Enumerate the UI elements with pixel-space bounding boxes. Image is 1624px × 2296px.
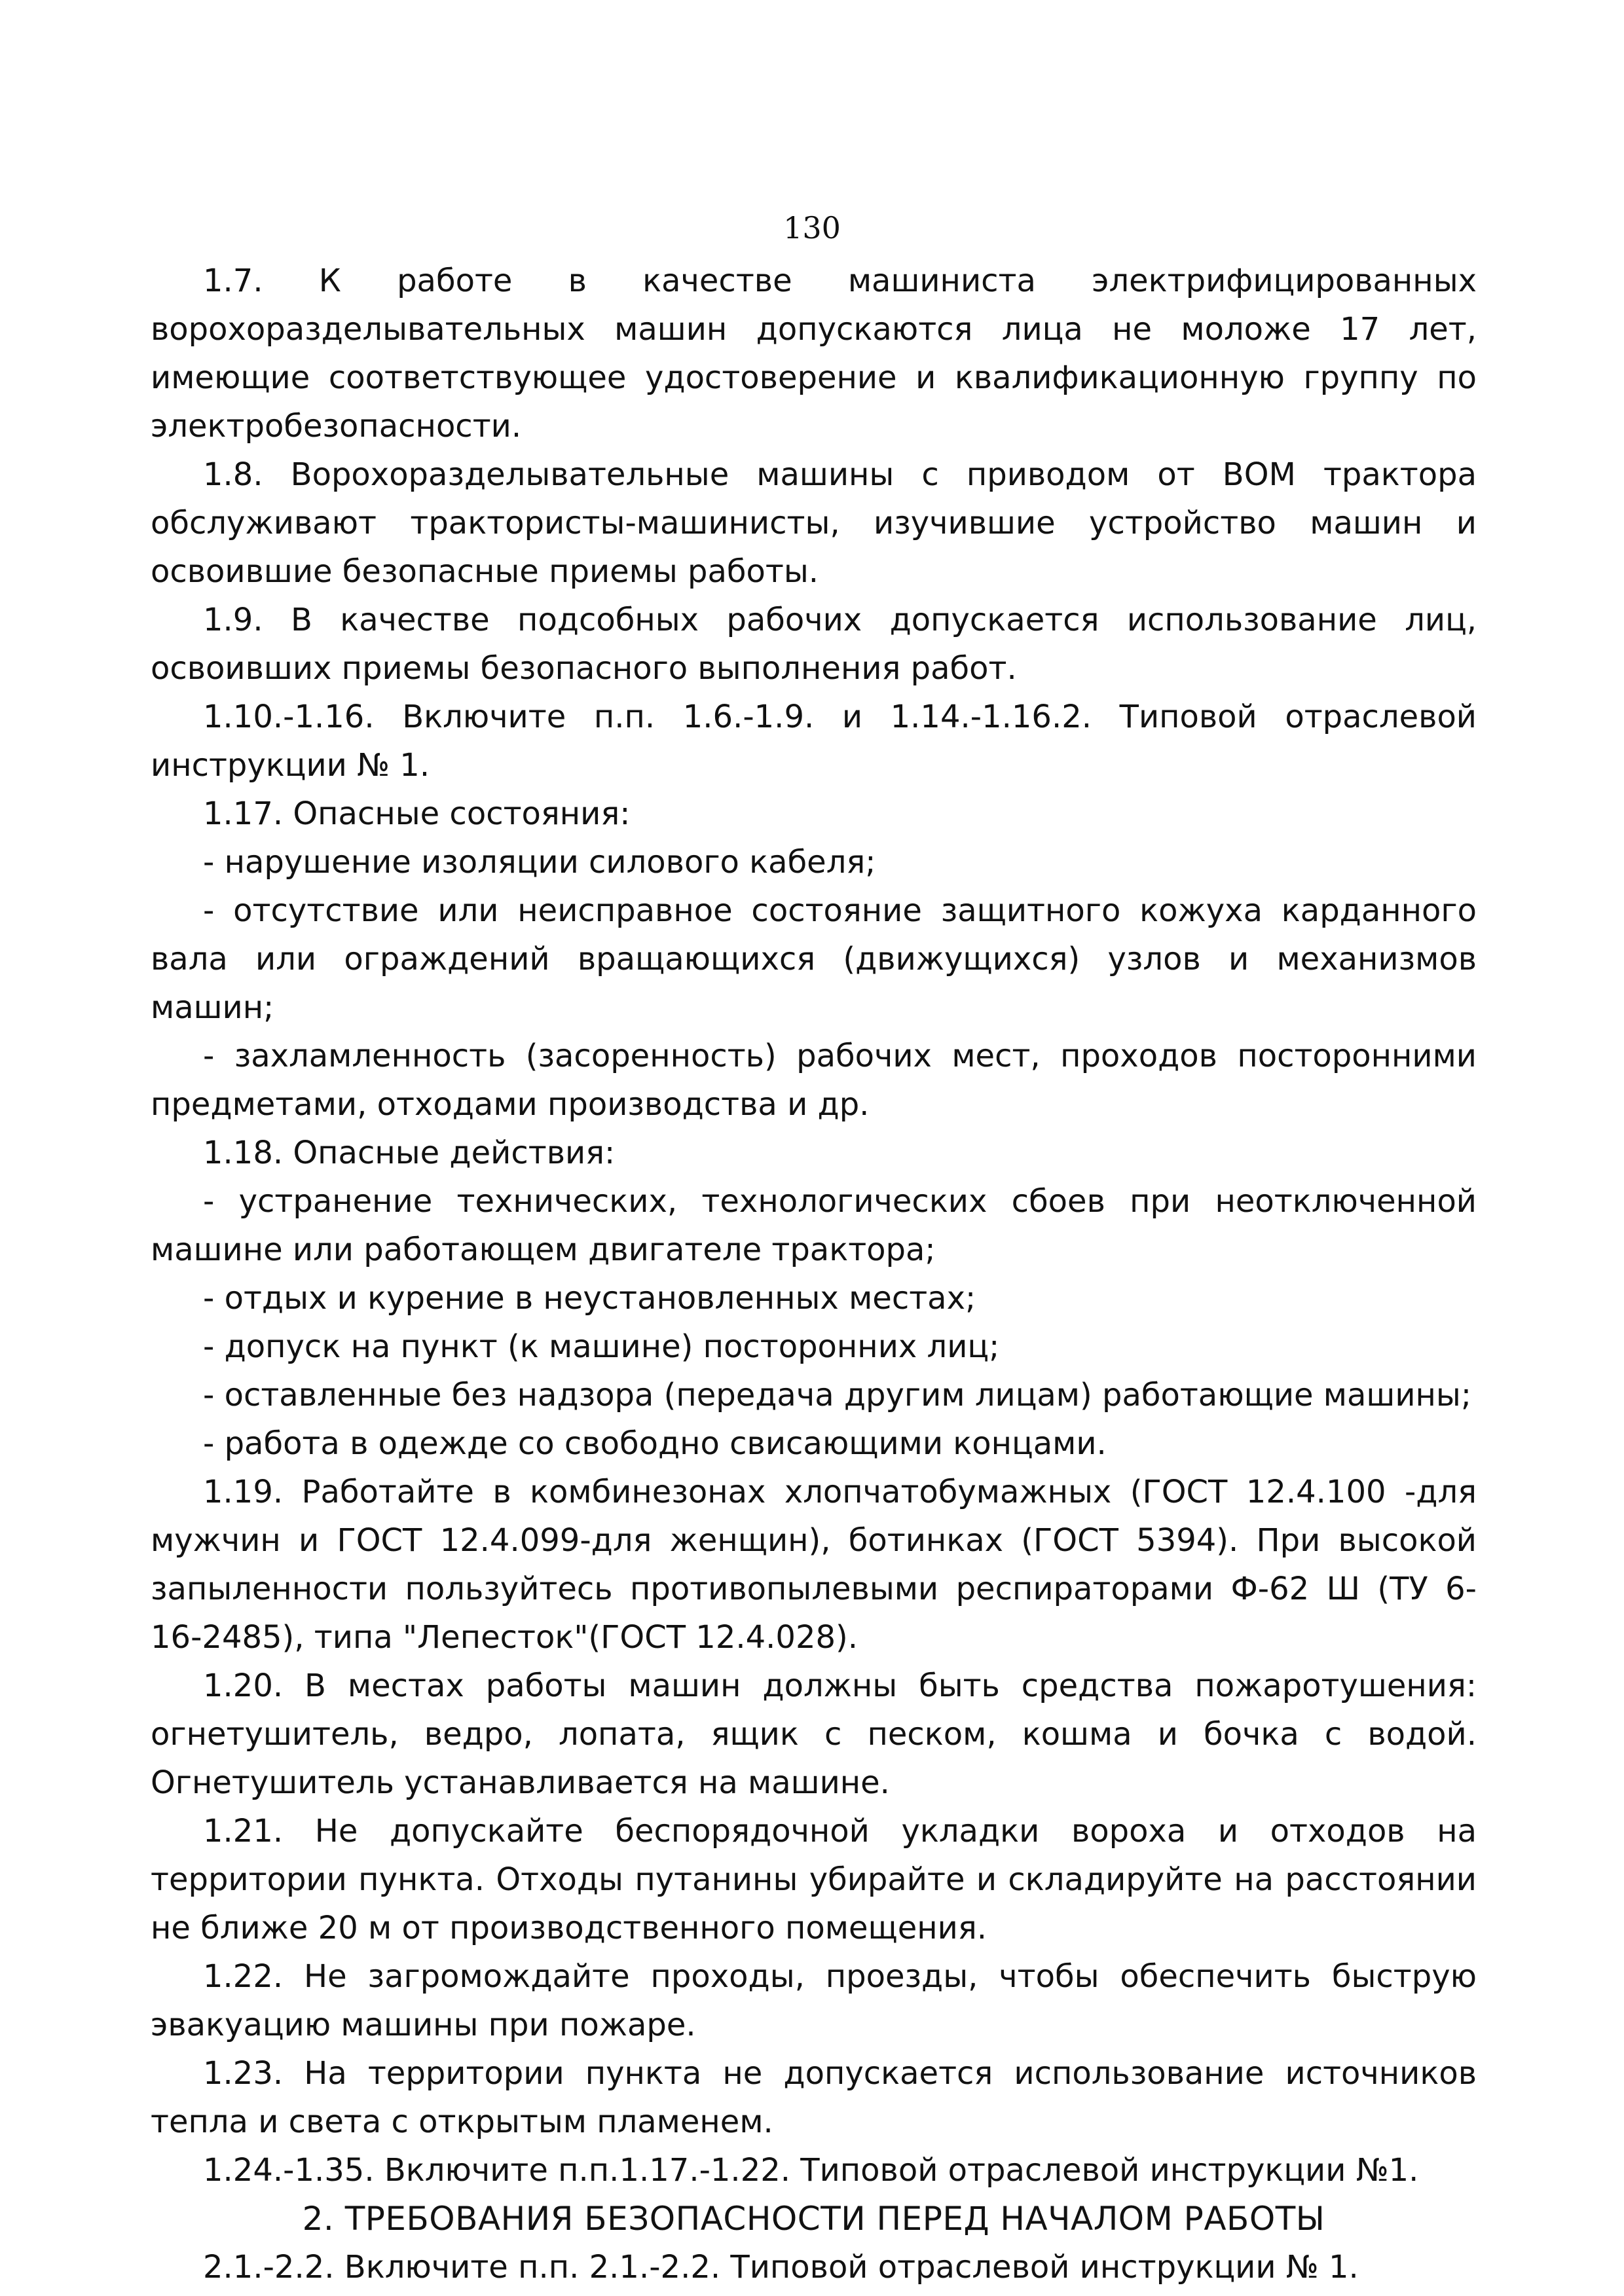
paragraph-1-17-title: 1.17. Опасные состояния: (203, 795, 631, 832)
list-item: - отдых и курение в неустановленных местах; (203, 1280, 976, 1317)
paragraph-1-9: 1.9. В качестве подсобных рабочих допускается использование лиц, освоивших приемы безопасного выполнения работ. (151, 602, 1477, 687)
paragraph-2-1-2-2: 2.1.-2.2. Включите п.п. 2.1.-2.2. Типовой отраслевой инструкции № 1. (203, 2249, 1359, 2286)
paragraph-1-8: 1.8. Ворохоразделывательные машины с приводом от ВОМ трактора обслуживают трактористы-машинисты, изучившие устройство машин и освоившие безопасные приемы работы. (151, 456, 1477, 590)
list-item: - отсутствие или неисправное состояние защитного кожуха карданного вала или ограждений вращающихся (движущихся) узлов и механизмов машин; (151, 892, 1477, 1026)
paragraph-1-23: 1.23. На территории пункта не допускается использование источников тепла и света с открытым пламенем. (151, 2055, 1477, 2140)
list-item: - нарушение изоляции силового кабеля; (203, 844, 876, 881)
paragraph-1-20: 1.20. В местах работы машин должны быть средства пожаротушения: огнетушитель, ведро, лопата, ящик с песком, кошма и бочка с водой. Огнетушитель устанавливается на машине. (151, 1667, 1477, 1801)
list-item: - устранение технических, технологических сбоев при неотключенной машине или работающем двигателе трактора; (151, 1183, 1477, 1268)
list-item: - оставленные без надзора (передача другим лицам) работающие машины; (203, 1377, 1471, 1413)
paragraph-1-21: 1.21. Не допускайте беспорядочной укладки вороха и отходов на территории пункта. Отходы путанины убирайте и складируйте на расстоянии не ближе 20 м от производственного помещения. (151, 1813, 1477, 1946)
page-number: 130 (783, 210, 841, 246)
paragraph-1-22: 1.22. Не загромождайте проходы, проезды, чтобы обеспечить быструю эвакуацию машины при пожаре. (151, 1958, 1477, 2043)
paragraph-1-19: 1.19. Работайте в комбинезонах хлопчатобумажных (ГОСТ 12.4.100 -для мужчин и ГОСТ 12.4.099-для женщин), ботинках (ГОСТ 5394). При высокой запыленности пользуйтесь противопылевыми респираторами Ф-62 Ш (ТУ 6-16-2485), типа "Лепесток"(ГОСТ 12.4.028). (151, 1474, 1477, 1656)
list-item: - захламленность (засоренность) рабочих мест, проходов посторонними предметами, отходами производства и др. (151, 1038, 1477, 1123)
list-item: - допуск на пункт (к машине) посторонних лиц; (203, 1328, 1000, 1365)
section-2-heading: 2. ТРЕБОВАНИЯ БЕЗОПАСНОСТИ ПЕРЕД НАЧАЛОМ РАБОТЫ (302, 2200, 1325, 2238)
paragraph-1-24-1-35: 1.24.-1.35. Включите п.п.1.17.-1.22. Типовой отраслевой инструкции №1. (203, 2152, 1419, 2189)
paragraph-1-10-1-16: 1.10.-1.16. Включите п.п. 1.6.-1.9. и 1.14.-1.16.2. Типовой отраслевой инструкции № 1. (151, 699, 1477, 784)
paragraph-1-7: 1.7. К работе в качестве машиниста электрифицированных ворохоразделывательных машин допускаются лица не моложе 17 лет, имеющие соответствующее удостоверение и квалификационную группу по электробезопасности. (151, 263, 1477, 445)
paragraph-1-18-title: 1.18. Опасные действия: (203, 1135, 616, 1171)
list-item: - работа в одежде со свободно свисающими концами. (203, 1425, 1107, 1462)
document-body (151, 257, 1477, 2291)
